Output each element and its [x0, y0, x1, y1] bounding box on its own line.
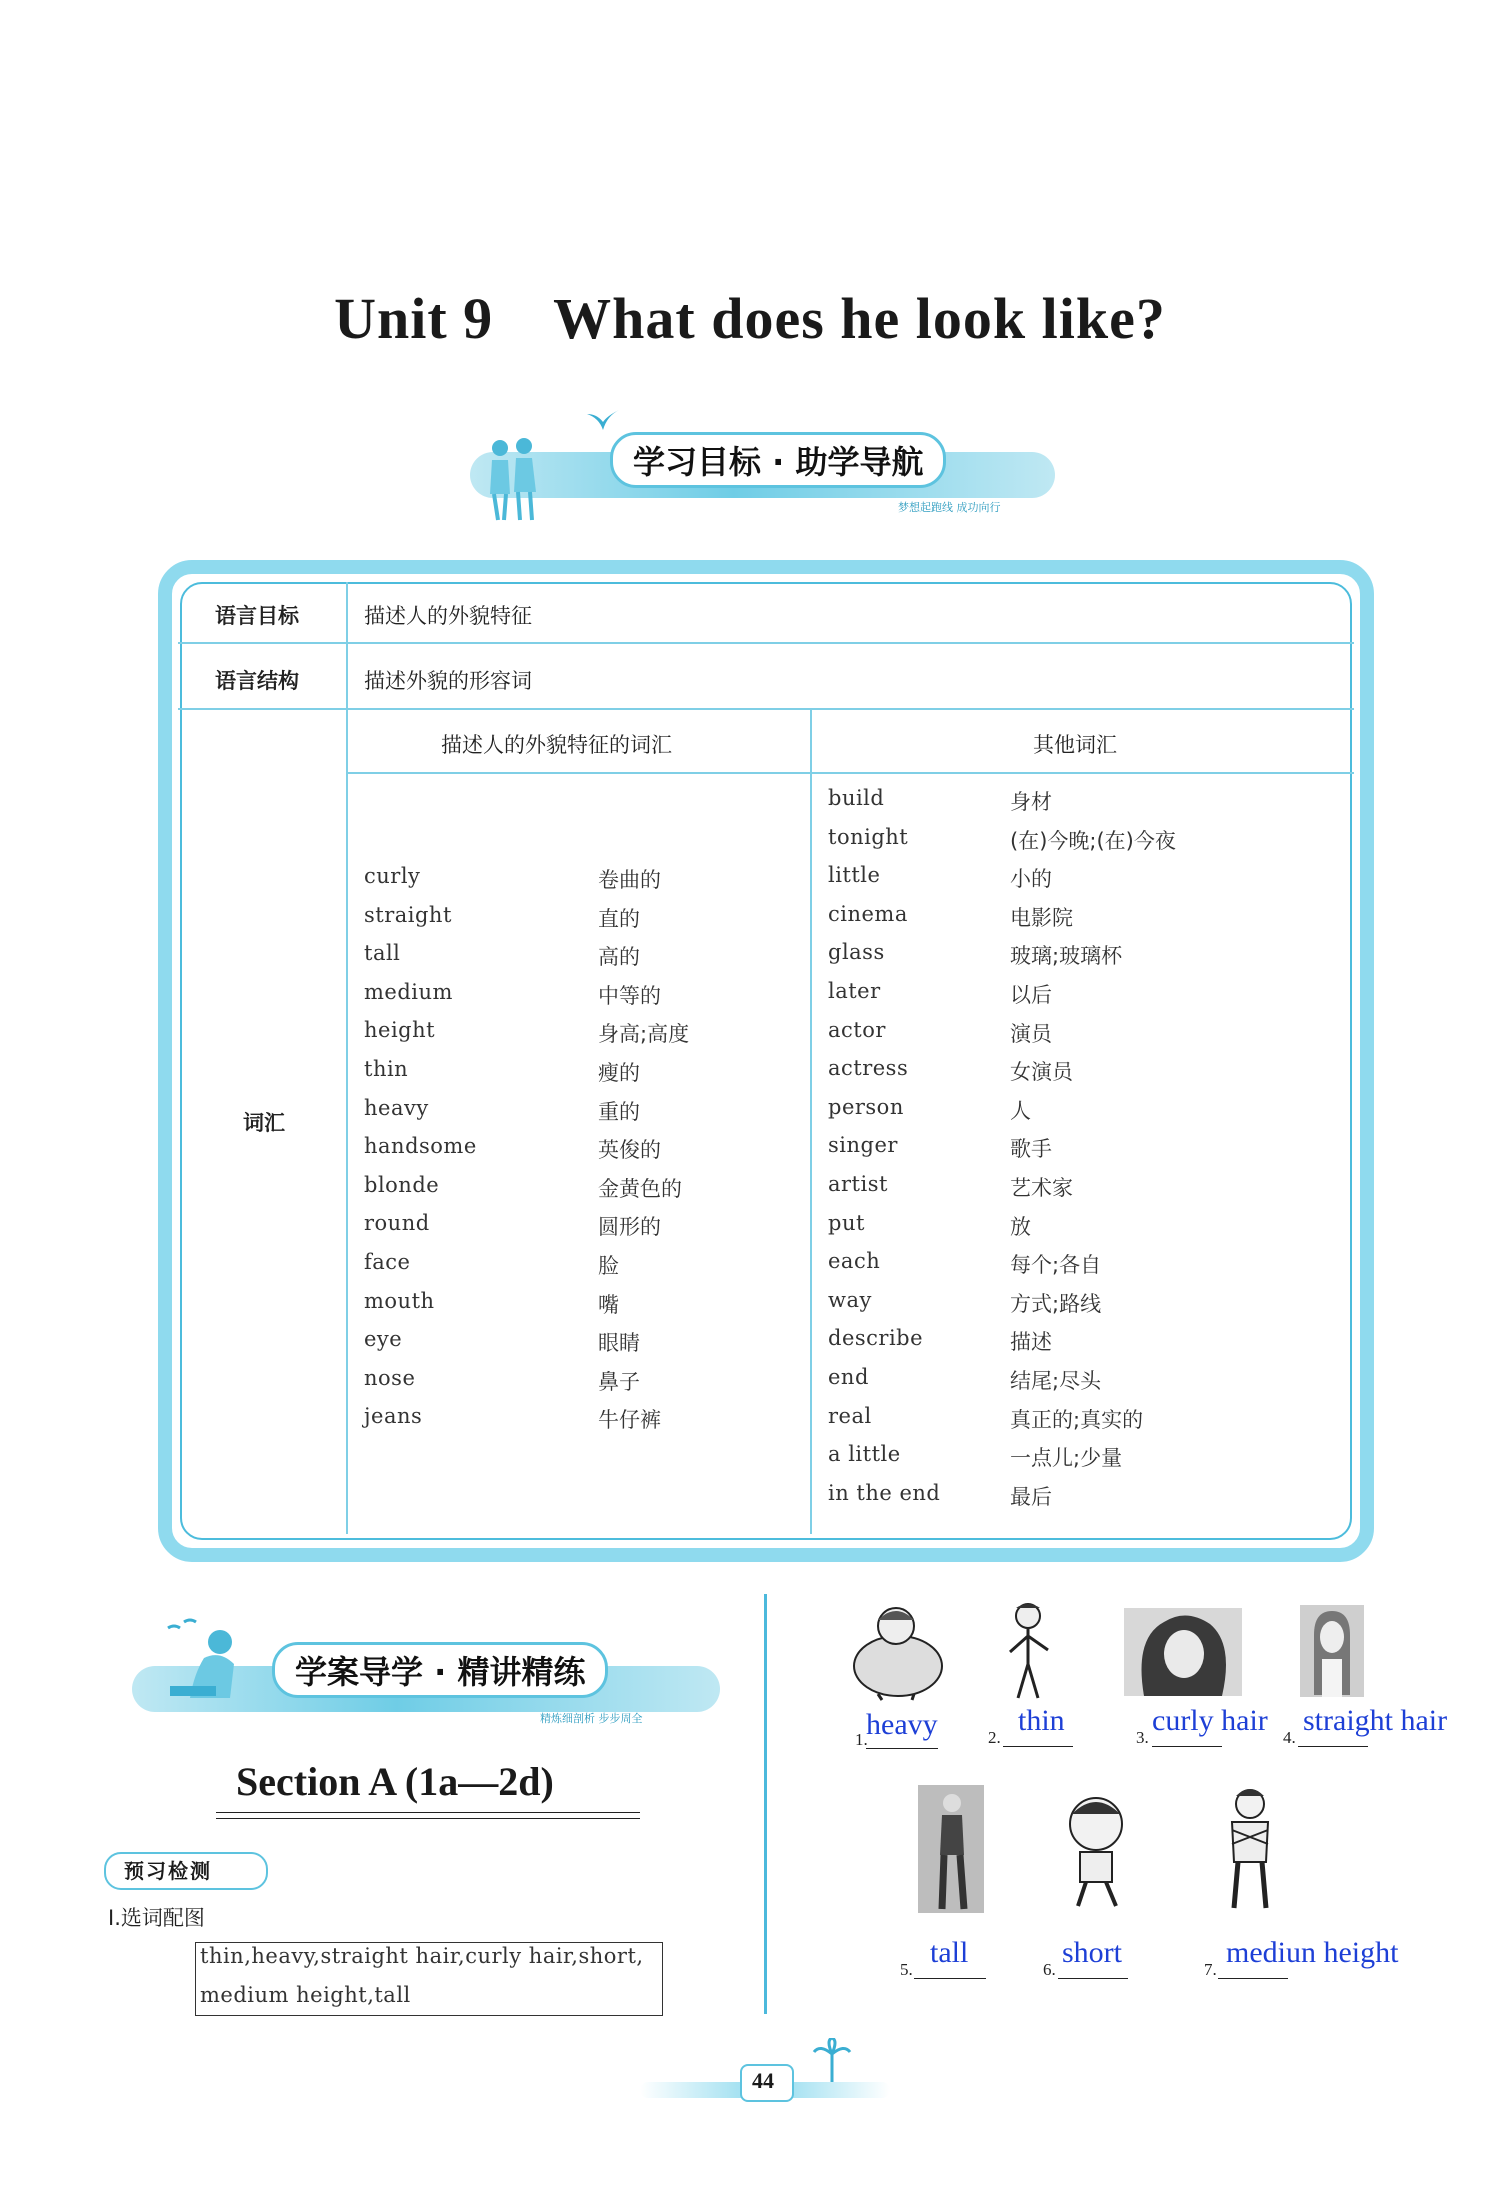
- appearance_words-word-zh: 瘦的: [598, 1061, 640, 1085]
- answer-number-4: 4.: [1283, 1728, 1296, 1747]
- appearance_words-word-zh: 高的: [598, 945, 640, 970]
- vocab-column-divider: [810, 708, 812, 1534]
- reader-icon: [150, 1616, 250, 1716]
- unit-question: What does he look like?: [553, 286, 1166, 351]
- appearance_words-word-zh: 中等的: [598, 983, 661, 1008]
- picture-short-boy: [1050, 1790, 1140, 1910]
- picture-thin-man: [994, 1600, 1064, 1702]
- picture-tall-man: [918, 1785, 984, 1913]
- appearance_words-word-zh: 眼睛: [598, 1331, 640, 1356]
- other-words-header: 其他词汇: [1033, 733, 1117, 757]
- other_words-word-zh: 最后: [1010, 1484, 1052, 1509]
- other_words-word-en: cinema: [828, 901, 908, 926]
- section-title-underline: [216, 1812, 640, 1819]
- other_words-word-en: real: [828, 1403, 872, 1428]
- answer-1: heavy: [866, 1708, 938, 1741]
- people-icon: [478, 432, 548, 522]
- answer-2: thin: [1018, 1704, 1065, 1737]
- banner-learning-goals-slogan: 梦想起跑线 成功向行: [898, 501, 1001, 514]
- answer-number-5: 5.: [900, 1960, 913, 1979]
- appearance_words-word-en: mouth: [364, 1288, 435, 1313]
- answer-7: mediun height: [1226, 1936, 1399, 1969]
- goal-value-structure: 描述外貌的形容词: [364, 669, 532, 693]
- picture-heavy-man: [848, 1600, 948, 1702]
- goals-table: [158, 560, 1374, 1562]
- other_words-word-en: a little: [828, 1442, 901, 1467]
- picture-curly-hair-girl: [1124, 1608, 1242, 1696]
- appearance_words-word-en: blonde: [364, 1172, 440, 1197]
- other_words-word-zh: 结尾;尽头: [1010, 1369, 1102, 1393]
- answer-number-2: 2.: [988, 1728, 1001, 1747]
- answer-5: tall: [930, 1936, 969, 1969]
- page-number: 44: [752, 2068, 774, 2093]
- section-title: Section A (1a—2d): [236, 1759, 554, 1804]
- appearance_words-word-en: jeans: [364, 1404, 423, 1429]
- appearance_words-word-en: face: [364, 1250, 411, 1274]
- unit-number: Unit 9: [334, 286, 494, 351]
- header-divider: [346, 772, 1354, 774]
- row-divider: [178, 708, 1354, 710]
- other_words-word-en: actor: [828, 1017, 886, 1042]
- appearance-words-header: 描述人的外貌特征的词汇: [441, 733, 672, 757]
- picture-straight-hair-girl: [1300, 1605, 1364, 1697]
- unit-title: [0, 285, 1500, 352]
- appearance_words-word-zh: 圆形的: [598, 1215, 661, 1240]
- appearance_words-word-en: handsome: [364, 1134, 477, 1159]
- appearance_words-word-en: round: [364, 1211, 430, 1236]
- other_words-word-zh: 小的: [1010, 867, 1052, 892]
- exercise-title: Ⅰ.选词配图: [108, 1906, 205, 1930]
- label-column-divider: [346, 582, 348, 1534]
- row-divider: [178, 642, 1354, 644]
- word-box-line-2: medium height,tall: [200, 1983, 411, 2007]
- other_words-word-en: end: [828, 1365, 869, 1389]
- other_words-word-zh: 演员: [1010, 1021, 1052, 1046]
- bird-icon: [585, 408, 621, 434]
- other_words-word-zh: 放: [1010, 1214, 1031, 1239]
- goals-table-inner: [180, 582, 1352, 1540]
- other_words-word-en: singer: [828, 1133, 898, 1158]
- appearance_words-word-en: heavy: [364, 1095, 429, 1120]
- appearance_words-word-zh: 金黄色的: [598, 1176, 682, 1201]
- appearance_words-word-zh: 直的: [598, 906, 640, 931]
- other_words-word-zh: 真正的;真实的: [1010, 1407, 1144, 1432]
- answer-blank-4: [1298, 1746, 1368, 1747]
- appearance_words-word-zh: 卷曲的: [598, 868, 661, 892]
- appearance_words-word-en: thin: [364, 1057, 409, 1081]
- answer-number-1: 1.: [855, 1730, 868, 1749]
- answer-number-7: 7.: [1204, 1960, 1217, 1979]
- column-divider: [764, 1594, 767, 2014]
- other_words-word-en: little: [828, 863, 881, 888]
- other_words-word-zh: 以后: [1010, 983, 1052, 1007]
- other_words-word-en: later: [828, 979, 881, 1003]
- appearance_words-word-zh: 英俊的: [598, 1138, 661, 1163]
- other_words-word-zh: 电影院: [1010, 905, 1073, 930]
- answer-blank-2: [1003, 1746, 1073, 1747]
- other_words-word-zh: 描述: [1010, 1330, 1052, 1355]
- appearance_words-word-en: eye: [364, 1327, 403, 1352]
- appearance_words-word-zh: 嘴: [598, 1292, 619, 1317]
- appearance_words-word-zh: 牛仔裤: [598, 1408, 661, 1433]
- other_words-word-en: in the end: [828, 1480, 941, 1505]
- answer-6: short: [1062, 1936, 1122, 1969]
- goal-label-language: 语言目标: [215, 604, 299, 628]
- answer-blank-7: [1218, 1978, 1288, 1979]
- other_words-word-zh: 方式;路线: [1010, 1291, 1102, 1316]
- other_words-word-en: each: [828, 1249, 881, 1274]
- goal-value-language: 描述人的外貌特征: [364, 604, 532, 628]
- other_words-word-zh: 女演员: [1010, 1060, 1073, 1085]
- appearance_words-word-en: straight: [364, 902, 452, 927]
- appearance_words-word-en: medium: [364, 979, 453, 1004]
- other_words-word-en: tonight: [828, 824, 909, 849]
- other_words-word-en: artist: [828, 1172, 888, 1196]
- other_words-word-en: describe: [828, 1326, 924, 1351]
- answer-blank-6: [1058, 1978, 1128, 1979]
- banner-study-guide-label: 学案导学 · 精讲精练: [272, 1642, 608, 1698]
- picture-medium-height-man: [1208, 1784, 1292, 1912]
- other_words-word-zh: 艺术家: [1010, 1176, 1073, 1200]
- answer-blank-1: [866, 1748, 938, 1749]
- appearance_words-word-zh: 脸: [598, 1254, 619, 1278]
- other_words-word-zh: 一点儿;少量: [1010, 1446, 1123, 1471]
- answer-blank-3: [1152, 1746, 1222, 1747]
- other_words-word-zh: 身材: [1010, 790, 1052, 814]
- banner-study-guide-slogan: 精炼细剖析 步步周全: [540, 1712, 643, 1725]
- other_words-word-zh: (在)今晚;(在)今夜: [1010, 828, 1176, 853]
- answer-number-3: 3.: [1136, 1728, 1149, 1747]
- other_words-word-zh: 玻璃;玻璃杯: [1010, 944, 1123, 969]
- other_words-word-en: way: [828, 1287, 872, 1312]
- other_words-word-en: actress: [828, 1056, 909, 1081]
- appearance_words-word-zh: 身高;高度: [598, 1022, 690, 1047]
- other_words-word-en: build: [828, 786, 885, 810]
- appearance_words-word-en: curly: [364, 864, 421, 888]
- other_words-word-zh: 歌手: [1010, 1137, 1052, 1162]
- appearance_words-word-en: tall: [364, 941, 401, 966]
- vocab-label: 词汇: [243, 1111, 285, 1135]
- other_words-word-zh: 每个;各自: [1010, 1253, 1102, 1278]
- appearance_words-word-en: nose: [364, 1365, 416, 1390]
- answer-number-6: 6.: [1043, 1960, 1056, 1979]
- answer-4: straight hair: [1303, 1704, 1448, 1737]
- palm-icon: [812, 2038, 852, 2082]
- banner-learning-goals-label: 学习目标 · 助学导航: [610, 432, 946, 488]
- appearance_words-word-zh: 鼻子: [598, 1369, 640, 1394]
- other_words-word-en: glass: [828, 940, 885, 965]
- other_words-word-zh: 人: [1010, 1098, 1031, 1123]
- word-box-line-1: thin,heavy,straight hair,curly hair,short,: [200, 1944, 644, 1968]
- appearance_words-word-en: height: [364, 1018, 436, 1043]
- other_words-word-en: person: [828, 1094, 904, 1119]
- answer-blank-5: [914, 1978, 986, 1979]
- answer-3: curly hair: [1152, 1704, 1268, 1737]
- appearance_words-word-zh: 重的: [598, 1099, 640, 1124]
- goal-label-structure: 语言结构: [215, 669, 299, 693]
- other_words-word-en: put: [828, 1210, 865, 1235]
- preview-tag-label: 预习检测: [124, 1859, 212, 1883]
